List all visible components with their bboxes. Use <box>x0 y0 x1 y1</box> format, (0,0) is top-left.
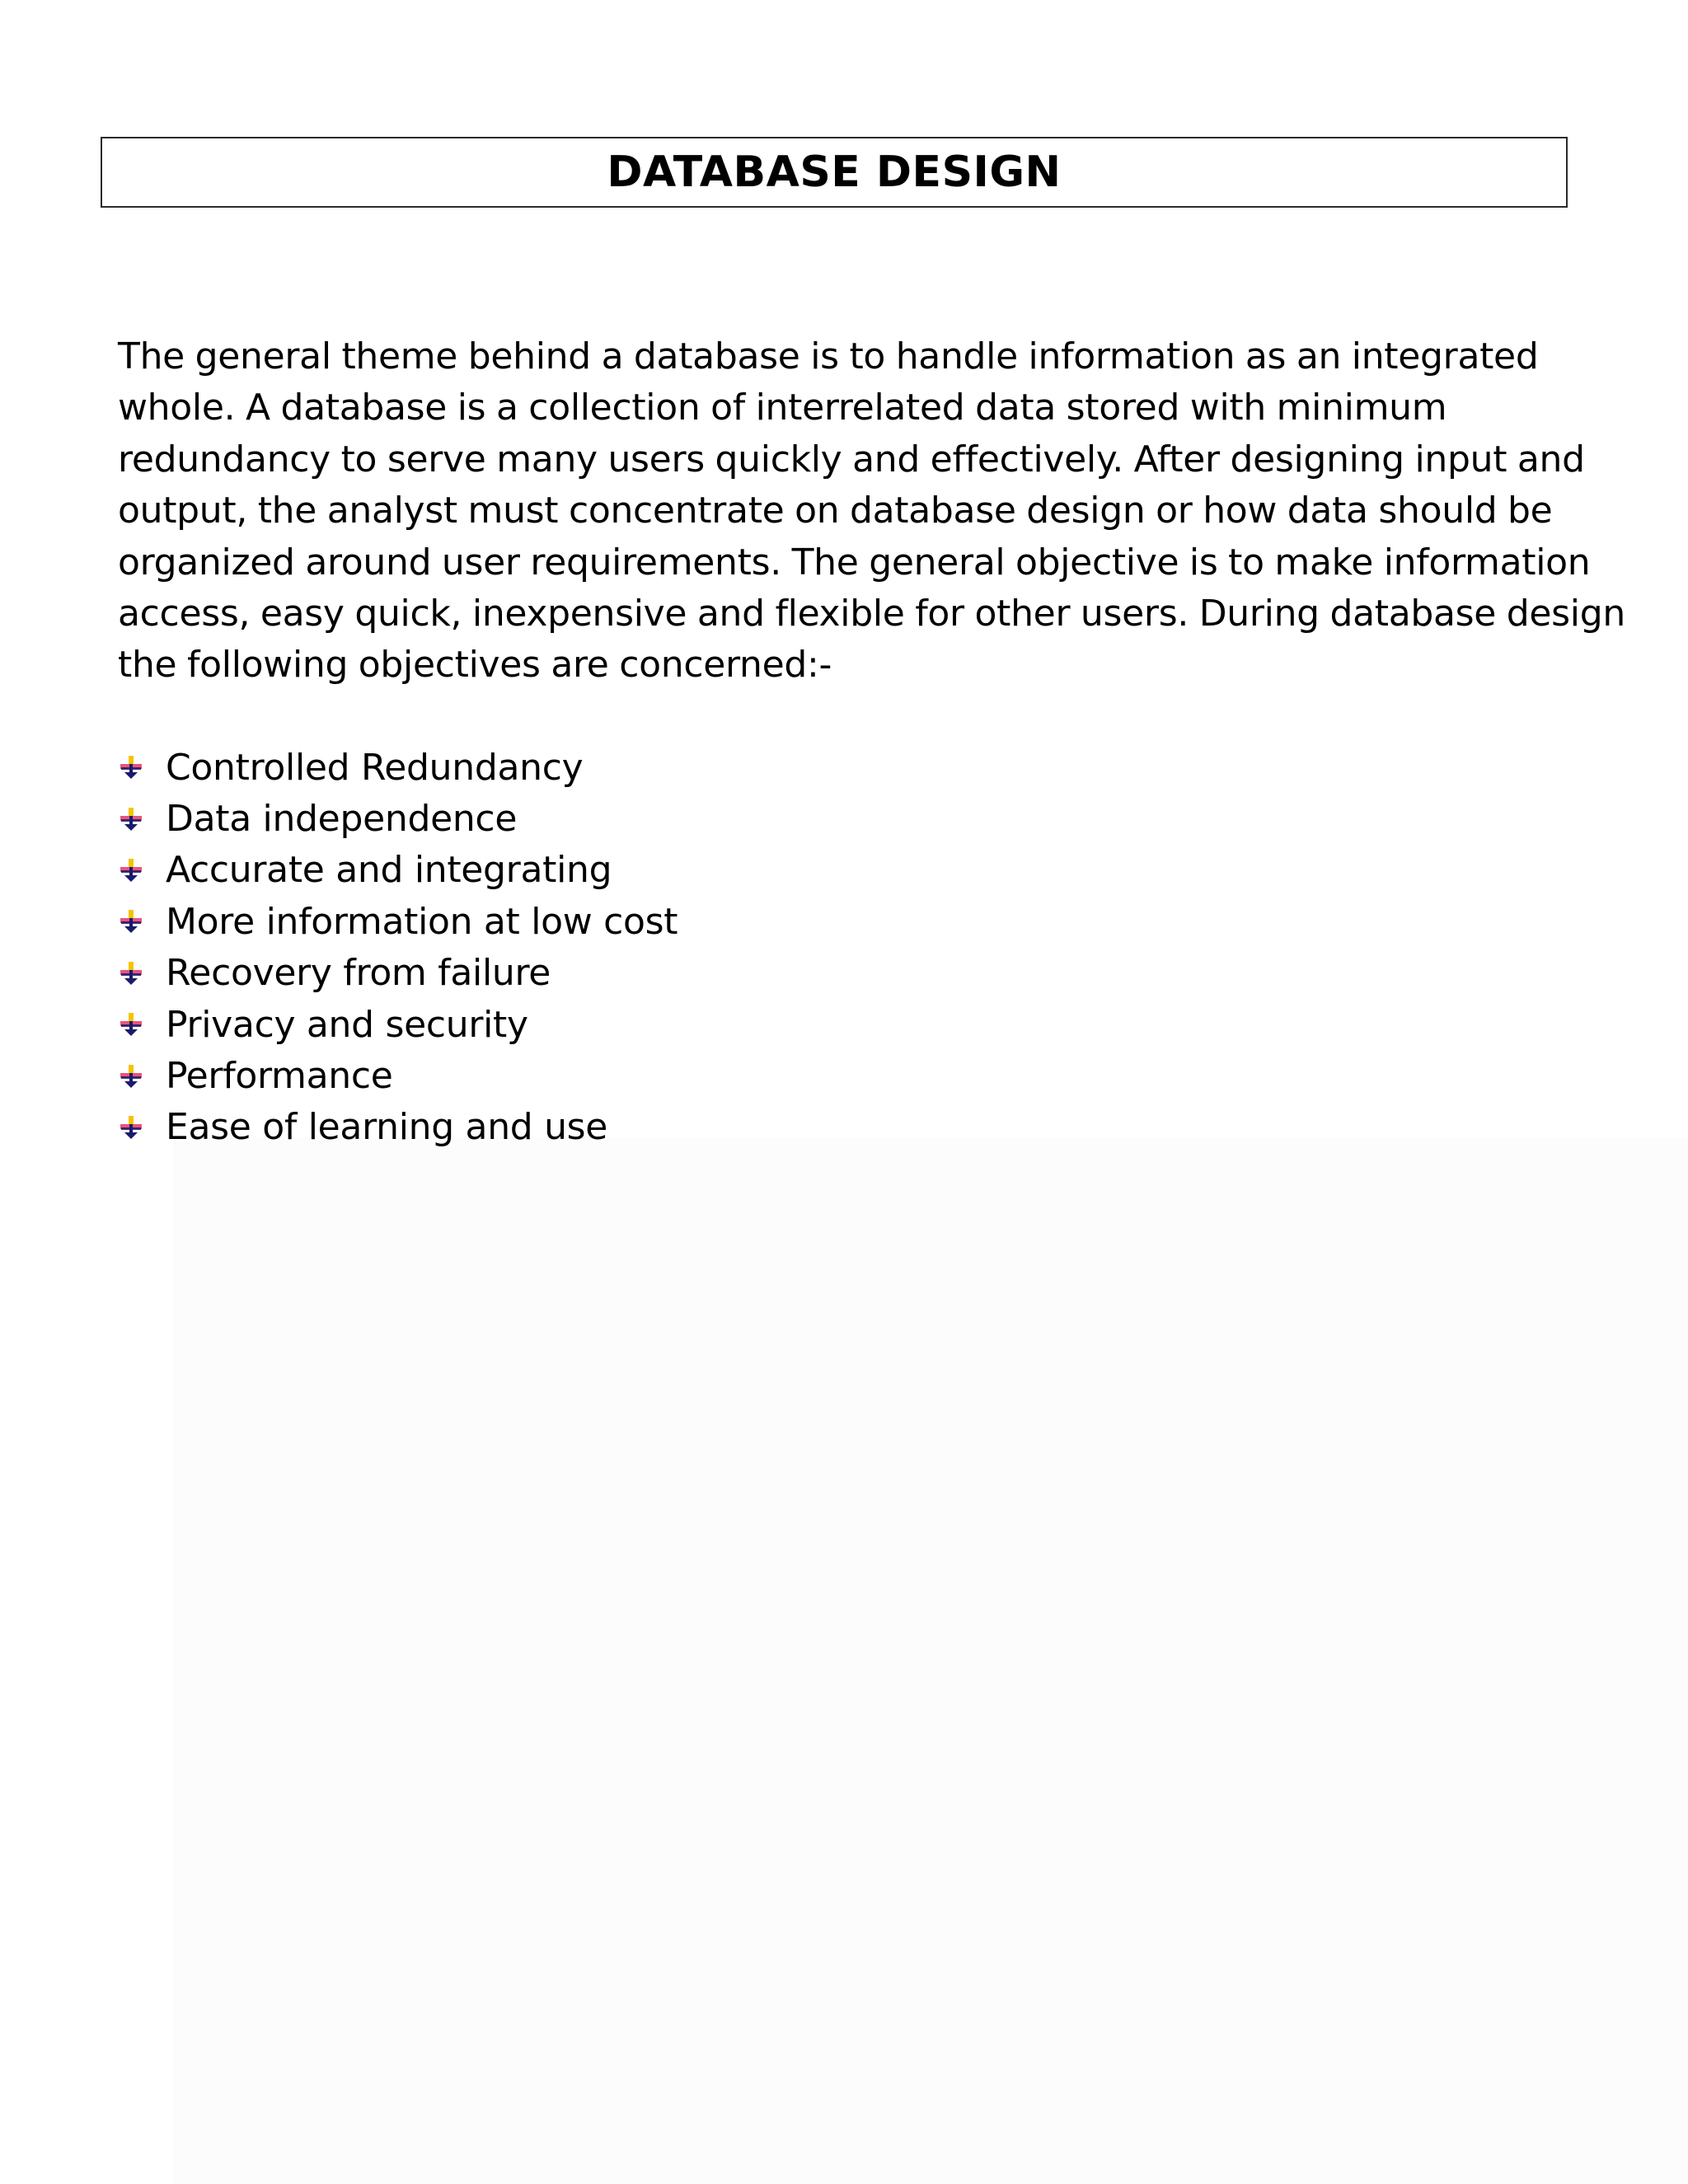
arrow-bullet-icon <box>118 1063 144 1090</box>
list-item <box>118 999 678 1050</box>
intro-line: output, the analyst must concentrate on database design or how data should be <box>118 490 1553 532</box>
objectives-list <box>118 742 678 1153</box>
intro-line: whole. A database is a collection of interrelated data stored with minimum <box>118 387 1447 429</box>
list-item <box>118 1050 678 1101</box>
list-item-label: Performance <box>166 1055 393 1098</box>
list-item <box>118 742 678 793</box>
list-item <box>118 1102 678 1153</box>
intro-line: organized around user requirements. The general objective is to make information <box>118 541 1591 583</box>
intro-line: The general theme behind a database is to handle information as an integrated <box>118 335 1539 377</box>
list-item <box>118 948 678 999</box>
arrow-bullet-icon <box>118 806 144 832</box>
page-title: DATABASE DESIGN <box>607 148 1062 197</box>
list-item-label: Recovery from failure <box>166 952 551 995</box>
list-item-label: Controlled Redundancy <box>166 746 584 789</box>
intro-line: access, easy quick, inexpensive and flexible for other users. During database design <box>118 593 1625 635</box>
page-background <box>173 1137 1688 2184</box>
list-item <box>118 793 678 844</box>
intro-line: the following objectives are concerned:- <box>118 644 832 687</box>
list-item-label: More information at low cost <box>166 900 678 943</box>
arrow-bullet-icon <box>118 1011 144 1038</box>
title-box <box>101 137 1568 208</box>
list-item-label: Accurate and integrating <box>166 849 612 892</box>
intro-paragraph <box>118 331 1625 691</box>
list-item <box>118 896 678 947</box>
list-item <box>118 845 678 896</box>
arrow-bullet-icon <box>118 908 144 935</box>
list-item-label: Data independence <box>166 798 518 841</box>
arrow-bullet-icon <box>118 754 144 780</box>
arrow-bullet-icon <box>118 857 144 883</box>
list-item-label: Privacy and security <box>166 1003 528 1046</box>
arrow-bullet-icon <box>118 960 144 987</box>
arrow-bullet-icon <box>118 1114 144 1141</box>
list-item-label: Ease of learning and use <box>166 1106 608 1149</box>
intro-line: redundancy to serve many users quickly and effectively. After designing input and <box>118 438 1585 480</box>
